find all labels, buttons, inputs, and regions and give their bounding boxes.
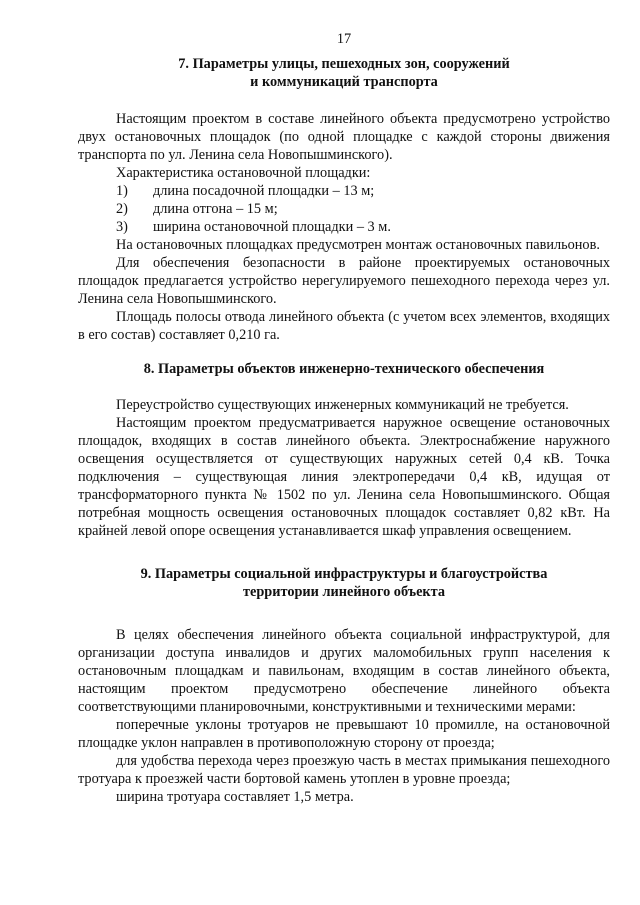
paragraph: поперечные уклоны тротуаров не превышают 10 промилле, на остановочной площадке уклон направлен в противоположную сторону от проезда; (78, 717, 610, 751)
paragraph: На остановочных площадках предусмотрен монтаж остановочных павильонов. (116, 237, 600, 253)
list-item-text: ширина остановочной площадки – 3 м. (153, 219, 391, 235)
paragraph: ширина тротуара составляет 1,5 метра. (116, 789, 354, 805)
page-number: 17 (336, 31, 352, 47)
list-item-number: 2) (116, 201, 128, 217)
section-7-title (78, 55, 610, 91)
section-title-line: территории линейного объекта (242, 584, 446, 600)
paragraph: Для обеспечения безопасности в районе проектируемых остановочных площадок предлагается устройство нерегулируемого пешеходного перехода через ул. Ленина села Новопышминского. (78, 255, 610, 307)
section-9-title (78, 565, 610, 601)
parameter-list (78, 182, 610, 236)
section-8-title (78, 360, 610, 378)
paragraph: В целях обеспечения линейного объекта социальной инфраструктурой, для организации доступа инвалидов и других маломобильных групп населения к остановочным площадкам и павильонам, входящим в состав линейного объекта, настоящим проектом предусмотрено обеспечение линейного объекта соответствующими планировочными, конструктивными и техническими мерами: (78, 627, 610, 715)
paragraph: Настоящим проектом предусматривается наружное освещение остановочных площадок, входящих в состав линейного объекта. Электроснабжение наружного освещения осуществляется от существующих наружных сетей 0,4 кВ. Точка подключения – существующая линия электропередачи 0,4 кВ, идущая от трансформаторного пункта № 1502 по ул. Ленина села Новопышминского. Общая потребная мощность освещения остановочных площадок составляет 0,82 кВт. На крайней левой опоре освещения устанавливается шкаф управления освещением. (78, 415, 610, 539)
section-7 (78, 55, 610, 344)
section-9 (78, 565, 610, 806)
list-item (78, 200, 610, 218)
document-page (78, 30, 610, 806)
list-item (78, 218, 610, 236)
section-title-line: и коммуникаций транспорта (250, 74, 438, 90)
list-item-text: длина отгона – 15 м; (153, 201, 278, 217)
list-item (78, 182, 610, 200)
list-heading: Характеристика остановочной площадки: (116, 165, 371, 181)
paragraph: Переустройство существующих инженерных коммуникаций не требуется. (116, 397, 569, 413)
section-8 (78, 360, 610, 540)
paragraph: Настоящим проектом в составе линейного объекта предусмотрено устройство двух остановочных площадок (по одной площадке с каждой стороны движения транспорта по ул. Ленина села Новопышминского). (78, 111, 610, 163)
section-title-line: 7. Параметры улицы, пешеходных зон, сооружений (178, 56, 510, 72)
section-title-line: 8. Параметры объектов инженерно-технического обеспечения (143, 361, 545, 377)
paragraph: для удобства перехода через проезжую часть в местах примыкания пешеходного тротуара к проезжей части бортовой камень утоплен в уровне проезда; (78, 753, 610, 787)
section-title-line: 9. Параметры социальной инфраструктуры и благоустройства (140, 566, 548, 582)
list-item-text: длина посадочной площадки – 13 м; (153, 183, 375, 199)
list-item-number: 3) (116, 219, 128, 235)
paragraph: Площадь полосы отвода линейного объекта (с учетом всех элементов, входящих в его состав) составляет 0,210 га. (78, 309, 610, 343)
list-item-number: 1) (116, 183, 128, 199)
